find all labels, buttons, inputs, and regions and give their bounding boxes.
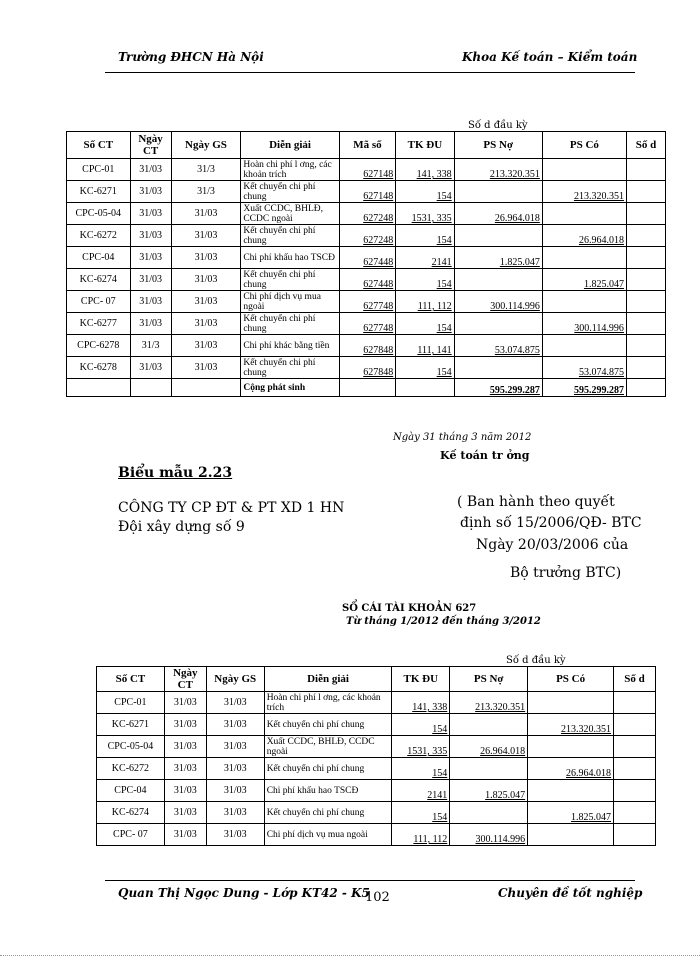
table-cell: CPC- 07 — [97, 824, 165, 846]
table-cell: 31/03 — [130, 357, 171, 379]
table-cell: 300.114.996 — [542, 313, 626, 335]
table-cell: Chi phí khác bằng tiền — [241, 335, 339, 357]
table-cell: 627448 — [339, 269, 395, 291]
page-edge — [0, 955, 700, 956]
table-cell: 31/03 — [171, 269, 241, 291]
table-cell — [542, 203, 626, 225]
table-cell — [626, 225, 665, 247]
table-cell: CPC-05-04 — [67, 203, 131, 225]
table-cell: 31/3 — [130, 335, 171, 357]
table-cell: Cộng phát sinh — [241, 379, 339, 397]
table-cell: 300.114.996 — [450, 824, 528, 846]
table-cell — [542, 291, 626, 313]
col-header: Số CT — [67, 132, 131, 159]
table-cell: CPC-6278 — [67, 335, 131, 357]
table-cell: 31/03 — [164, 736, 206, 758]
col-header: Số d — [614, 667, 656, 692]
table-cell — [450, 802, 528, 824]
table-row — [67, 203, 666, 225]
table-cell: KC-6272 — [97, 758, 165, 780]
table-cell: 31/03 — [164, 692, 206, 714]
signature-date: Ngày 31 tháng 3 năm 2012 — [393, 432, 532, 443]
table-cell: 31/03 — [164, 802, 206, 824]
ledger-subtitle: Từ tháng 1/2012 đến tháng 3/2012 — [346, 616, 541, 627]
table-cell: Kết chuyển chi phí chung — [241, 313, 339, 335]
table-cell — [339, 379, 395, 397]
table-cell: 141, 338 — [392, 692, 450, 714]
table-cell: CPC-05-04 — [97, 736, 165, 758]
table-cell: 31/03 — [171, 291, 241, 313]
table-row — [67, 181, 666, 203]
table-cell: 213.320.351 — [454, 159, 542, 181]
table-row — [97, 824, 656, 846]
table-cell: CPC-01 — [97, 692, 165, 714]
opening-balance-label: Số d đầu kỳ — [468, 120, 528, 131]
table-cell — [542, 247, 626, 269]
table-cell: 53.074.875 — [454, 335, 542, 357]
table-cell: 31/03 — [130, 225, 171, 247]
col-header: PS Nợ — [450, 667, 528, 692]
table-row — [67, 335, 666, 357]
table-cell — [614, 780, 656, 802]
table-row — [97, 758, 656, 780]
total-row — [67, 379, 666, 397]
table-row — [67, 225, 666, 247]
table-cell — [171, 379, 241, 397]
table-row — [67, 313, 666, 335]
table-cell: Kết chuyển chi phí chung — [264, 714, 392, 736]
table-cell — [454, 313, 542, 335]
col-header: Ngày GS — [171, 132, 241, 159]
table-cell: 31/03 — [130, 181, 171, 203]
table-cell: 1.825.047 — [542, 269, 626, 291]
col-header: Mã số — [339, 132, 395, 159]
table-cell — [614, 692, 656, 714]
table-cell: 31/03 — [164, 758, 206, 780]
col-header: Số CT — [97, 667, 165, 692]
table-cell: CPC-04 — [67, 247, 131, 269]
ledger-title: SỔ CÁI TÀI KHOẢN 627 — [342, 603, 477, 614]
table-cell: CPC-01 — [67, 159, 131, 181]
table-cell: KC-6271 — [67, 181, 131, 203]
table-cell: 31/03 — [206, 758, 264, 780]
ledger-table-1 — [66, 131, 666, 397]
footer-author: Quan Thị Ngọc Dung - Lớp KT42 - K5 — [118, 886, 370, 900]
table-cell: 31/03 — [206, 824, 264, 846]
table-cell: 213.320.351 — [450, 692, 528, 714]
footer-topic: Chuyên đề tốt nghiệp — [498, 886, 643, 900]
table-cell: 31/03 — [171, 225, 241, 247]
table-cell: 31/03 — [171, 313, 241, 335]
decree-line-4: Bộ trưởng BTC) — [510, 565, 622, 581]
table-cell: 1531, 335 — [396, 203, 454, 225]
table-header-row — [97, 667, 656, 692]
table-cell — [454, 225, 542, 247]
footer-rule — [105, 880, 635, 881]
table-cell: 31/03 — [171, 247, 241, 269]
table-cell — [542, 335, 626, 357]
table-row — [97, 714, 656, 736]
table-cell: 26.964.018 — [528, 758, 614, 780]
table-cell: 627248 — [339, 203, 395, 225]
col-header: TK ĐU — [396, 132, 454, 159]
table-cell: 111, 112 — [392, 824, 450, 846]
col-header: PS Có — [528, 667, 614, 692]
table-cell: CPC- 07 — [67, 291, 131, 313]
header-school: Trường ĐHCN Hà Nội — [118, 50, 264, 64]
table-cell: 154 — [396, 313, 454, 335]
table-cell: 31/03 — [206, 714, 264, 736]
table-cell — [614, 824, 656, 846]
table-cell: KC-6277 — [67, 313, 131, 335]
table-cell: 31/03 — [130, 291, 171, 313]
table-cell: 31/3 — [171, 181, 241, 203]
table-cell: 627748 — [339, 313, 395, 335]
table-cell: Chi phí dịch vụ mua ngoài — [264, 824, 392, 846]
table-cell: 31/03 — [164, 714, 206, 736]
table-cell: 154 — [396, 269, 454, 291]
table-cell: 31/03 — [130, 269, 171, 291]
table-cell: 154 — [392, 714, 450, 736]
col-header: TK ĐU — [392, 667, 450, 692]
table-cell: 2141 — [396, 247, 454, 269]
table-cell: 111, 112 — [396, 291, 454, 313]
col-header: Ngày CT — [164, 667, 206, 692]
table-cell: CPC-04 — [97, 780, 165, 802]
table-cell — [454, 181, 542, 203]
table-cell: 627148 — [339, 159, 395, 181]
table-cell: KC-6278 — [67, 357, 131, 379]
col-header: Ngày CT — [130, 132, 171, 159]
table-cell: 595.299.287 — [454, 379, 542, 397]
decree-line-2: định số 15/2006/QĐ- BTC — [460, 515, 642, 531]
table-cell — [450, 758, 528, 780]
table-row — [97, 692, 656, 714]
table-cell: Kết chuyển chi phí chung — [241, 357, 339, 379]
table-cell: Chi phí khấu hao TSCĐ — [241, 247, 339, 269]
table-cell: Hoàn chi phí l ơng, các khoản trích — [241, 159, 339, 181]
table-cell: KC-6271 — [97, 714, 165, 736]
table-cell — [396, 379, 454, 397]
page-number: 102 — [365, 890, 390, 905]
table-cell — [67, 379, 131, 397]
table-header-row — [67, 132, 666, 159]
table-cell: 154 — [396, 357, 454, 379]
table-cell: 1531, 335 — [392, 736, 450, 758]
table-cell — [614, 802, 656, 824]
table-cell: 31/03 — [206, 692, 264, 714]
col-header: Diễn giải — [264, 667, 392, 692]
table-cell: Xuất CCDC, BHLĐ, CCDC ngoài — [264, 736, 392, 758]
decree-line-1: ( Ban hành theo quyết — [457, 494, 615, 510]
table-cell: 595.299.287 — [542, 379, 626, 397]
table-cell — [130, 379, 171, 397]
table-row — [67, 269, 666, 291]
table-row — [97, 802, 656, 824]
table-cell — [528, 736, 614, 758]
table-cell — [626, 313, 665, 335]
table-cell — [454, 269, 542, 291]
form-label: Biểu mẫu 2.23 — [118, 465, 233, 481]
table-cell: 26.964.018 — [450, 736, 528, 758]
table-row — [97, 780, 656, 802]
table-cell: 627148 — [339, 181, 395, 203]
table-cell: 31/03 — [130, 247, 171, 269]
table-cell — [528, 824, 614, 846]
table-cell: Chi phí khấu hao TSCĐ — [264, 780, 392, 802]
table-cell: 154 — [396, 181, 454, 203]
table-cell: 31/03 — [171, 357, 241, 379]
table-cell — [528, 780, 614, 802]
table-cell: 31/3 — [171, 159, 241, 181]
col-header: Diễn giải — [241, 132, 339, 159]
table-cell: 53.074.875 — [542, 357, 626, 379]
table-row — [67, 291, 666, 313]
table-cell: KC-6274 — [67, 269, 131, 291]
table-cell: Kết chuyển chi phí chung — [264, 802, 392, 824]
table-cell: 111, 141 — [396, 335, 454, 357]
table-cell: 31/03 — [206, 736, 264, 758]
table-cell: 31/03 — [130, 203, 171, 225]
table-cell: 154 — [396, 225, 454, 247]
table-cell: 2141 — [392, 780, 450, 802]
table-cell: Xuất CCDC, BHLĐ, CCDC ngoài — [241, 203, 339, 225]
table-cell: 627848 — [339, 357, 395, 379]
table-cell: 627248 — [339, 225, 395, 247]
table-cell: 31/03 — [206, 802, 264, 824]
col-header: Ngày GS — [206, 667, 264, 692]
table-cell: 31/03 — [171, 335, 241, 357]
table-cell — [542, 159, 626, 181]
header-faculty: Khoa Kế toán – Kiểm toán — [462, 50, 638, 64]
table-cell: 26.964.018 — [454, 203, 542, 225]
table-cell: 1.825.047 — [454, 247, 542, 269]
table-cell: 627748 — [339, 291, 395, 313]
table-cell: 31/03 — [130, 159, 171, 181]
table-cell — [626, 159, 665, 181]
table-cell: KC-6272 — [67, 225, 131, 247]
table-cell: 141, 338 — [396, 159, 454, 181]
table-cell: Hoàn chi phí l ơng, các khoản trích — [264, 692, 392, 714]
table-cell — [614, 714, 656, 736]
table-cell: 1.825.047 — [450, 780, 528, 802]
table-cell: 31/03 — [164, 824, 206, 846]
table-cell: 31/03 — [164, 780, 206, 802]
table-cell — [614, 736, 656, 758]
table-row — [97, 736, 656, 758]
table-cell: 1.825.047 — [528, 802, 614, 824]
ledger-table-2 — [96, 666, 656, 846]
table-cell: 213.320.351 — [528, 714, 614, 736]
table-cell: Kết chuyển chi phí chung — [241, 269, 339, 291]
table-cell: 154 — [392, 802, 450, 824]
table-cell: Kết chuyển chi phí chung — [264, 758, 392, 780]
col-header: Số d — [626, 132, 665, 159]
team-name: Đội xây dựng số 9 — [118, 519, 245, 535]
header-rule — [105, 72, 635, 73]
table-cell: 300.114.996 — [454, 291, 542, 313]
table-cell — [626, 247, 665, 269]
col-header: PS Nợ — [454, 132, 542, 159]
table-cell: 31/03 — [130, 313, 171, 335]
table-cell — [626, 357, 665, 379]
table-cell: Kết chuyển chi phí chung — [241, 225, 339, 247]
company-name: CÔNG TY CP ĐT & PT XD 1 HN — [118, 500, 345, 516]
table-cell — [626, 379, 665, 397]
table-cell: 31/03 — [206, 780, 264, 802]
table-cell: 627848 — [339, 335, 395, 357]
table-cell — [626, 203, 665, 225]
table-cell — [450, 714, 528, 736]
table-cell — [626, 269, 665, 291]
table-cell: 31/03 — [171, 203, 241, 225]
table-cell — [528, 692, 614, 714]
col-header: PS Có — [542, 132, 626, 159]
signature-title: Kế toán tr ởng — [440, 449, 530, 462]
table-cell: 154 — [392, 758, 450, 780]
table-cell — [626, 335, 665, 357]
table-row — [67, 357, 666, 379]
table-cell: Kết chuyển chi phí chung — [241, 181, 339, 203]
table-cell: 627448 — [339, 247, 395, 269]
table-row — [67, 159, 666, 181]
table-cell — [626, 181, 665, 203]
table-cell: KC-6274 — [97, 802, 165, 824]
table-cell: 213.320.351 — [542, 181, 626, 203]
table-cell: Chi phí dịch vụ mua ngoài — [241, 291, 339, 313]
table-cell: 26.964.018 — [542, 225, 626, 247]
decree-line-3: Ngày 20/03/2006 của — [476, 537, 629, 553]
opening-balance-label-2: Số d đầu kỳ — [506, 655, 566, 666]
table-cell — [614, 758, 656, 780]
table-row — [67, 247, 666, 269]
table-cell — [454, 357, 542, 379]
table-cell — [626, 291, 665, 313]
